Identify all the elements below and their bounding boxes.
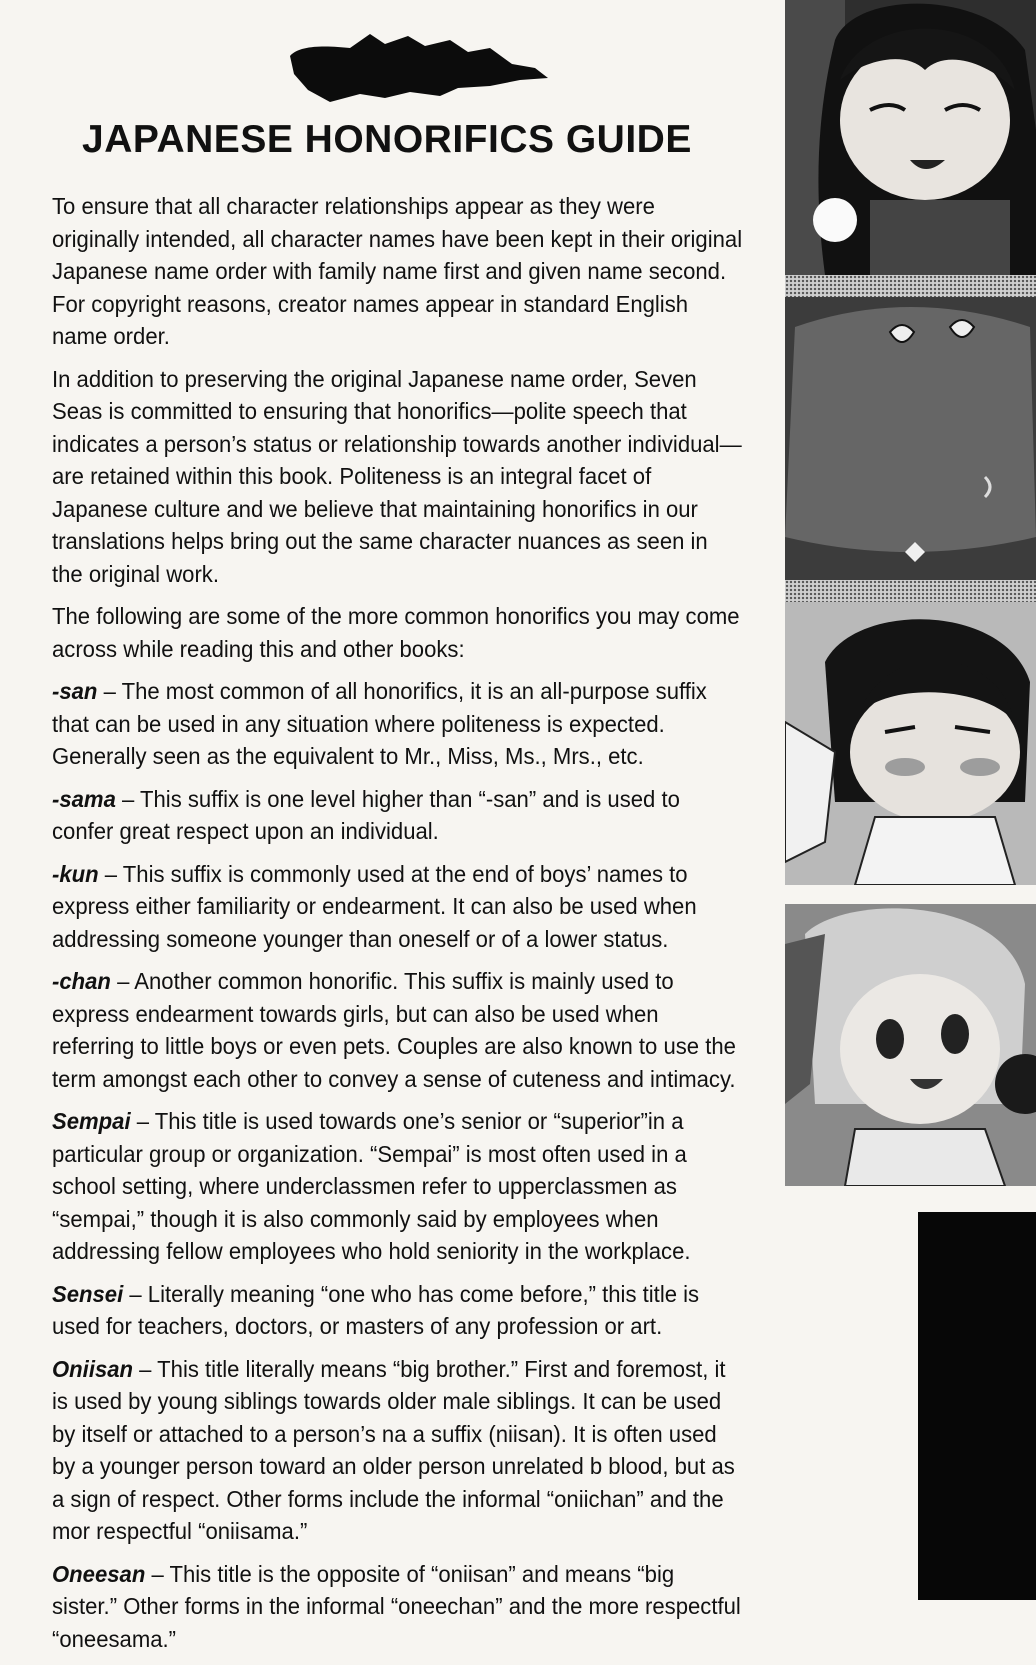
honorific-definition: This suffix is one level higher than “-san” and is used to confer great respect upon an individual.: [52, 785, 680, 844]
honorific-entry: [52, 783, 743, 848]
intro-paragraph: To ensure that all character relationships appear as they were originally intended, all character names have been kept in their original Japanese name order with family name first and given name second. For copyright reasons, creator names appear in standard English name order.: [52, 193, 743, 349]
honorific-definition: This title is the opposite of “oniisan” and means “big sister.” Other forms in the informal “oneechan” and the more respectful “oneesama.”: [52, 1560, 741, 1652]
honorific-definition: The most common of all honorifics, it is an all-purpose suffix that can be used in any situation where politeness is expected. Generally seen as the equivalent to Mr., Miss, Ms., Mrs., etc.: [52, 678, 707, 769]
black-bleed-bar: [918, 1212, 1036, 1600]
honorific-definition: This suffix is commonly used at the end of boys’ names to express either familiarity or endearment. It can also be used when addressing someone younger than oneself or of a lower status.: [52, 860, 697, 952]
manga-panel-image: [785, 297, 1036, 580]
entry-dash: –: [145, 1560, 170, 1587]
entry-dash: –: [110, 968, 135, 994]
honorific-entry: [52, 675, 743, 773]
entry-dash: –: [115, 785, 141, 812]
honorific-term: Sensei: [52, 1280, 124, 1307]
entry-dash: –: [130, 1108, 155, 1134]
entry-dash: –: [97, 678, 122, 704]
manga-panel-image: [785, 0, 1036, 275]
honorific-entry: [52, 1278, 743, 1343]
honorific-term: Oneesan: [52, 1560, 146, 1587]
honorific-definition: Literally meaning “one who has come before,” this title is used for teachers, doctors, or masters of any profession or art.: [52, 1280, 700, 1339]
manga-panel-image: [785, 904, 1036, 1186]
honorific-definition: Another common honorific. This suffix is mainly used to express endearment towards girls, but can also be used when referring to little boys or even pets. Couples are also known to use the term amongst each other to convey a sense of cuteness and intimacy.: [52, 968, 736, 1092]
honorifics-body: [52, 190, 743, 1665]
honorific-term: -san: [52, 678, 98, 704]
intro-paragraph: The following are some of the more common honorifics you may come across while reading this and other books:: [52, 603, 740, 662]
halftone-divider: [785, 275, 1036, 297]
entry-dash: –: [98, 860, 123, 887]
honorific-definition: This title is used towards one’s senior or “superior”in a particular group or organization. “Sempai” is most often used in a school setting, where underclassmen refer to upperclassmen as “sempai,” though it is also commonly said by employees when addressing fellow employees who hold seniority in the workplace.: [52, 1108, 691, 1264]
header-ornament-icon: [290, 26, 550, 106]
manga-panel-image: [785, 602, 1036, 885]
honorific-entry: [52, 1353, 743, 1548]
honorific-term: Sempai: [52, 1108, 131, 1134]
honorific-definition: This title literally means “big brother.” First and foremost, it is used by young siblings towards older male siblings. It can be used by itself or attached to a person’s na a suffix (niisan). It is often used by a younger person toward an older person unrelated b blood, but as a sign of respect. Other forms include the informal “oniichan” and the mor respectful “oniisama.”: [52, 1355, 735, 1544]
intro-paragraph: In addition to preserving the original Japanese name order, Seven Seas is committed to ensuring that honorifics—polite speech that indicates a person’s status or relationship towards another individual—are retained within this book. Politeness is an integral facet of Japanese culture and we believe that maintaining honorifics in our translations helps bring out the same character nuances as seen in the original work.: [52, 365, 742, 587]
honorific-entry: [52, 1105, 743, 1268]
honorific-entry: [52, 1558, 743, 1656]
halftone-divider: [785, 580, 1036, 602]
page-title: JAPANESE HONORIFICS GUIDE: [82, 118, 692, 161]
honorific-term: -sama: [52, 785, 116, 812]
honorific-term: Oniisan: [52, 1355, 134, 1382]
honorific-entry: [52, 858, 743, 956]
honorific-term: -kun: [52, 860, 99, 887]
entry-dash: –: [133, 1355, 158, 1382]
honorific-entry: [52, 965, 743, 1095]
honorific-term: -chan: [52, 968, 111, 994]
entry-dash: –: [123, 1280, 148, 1307]
